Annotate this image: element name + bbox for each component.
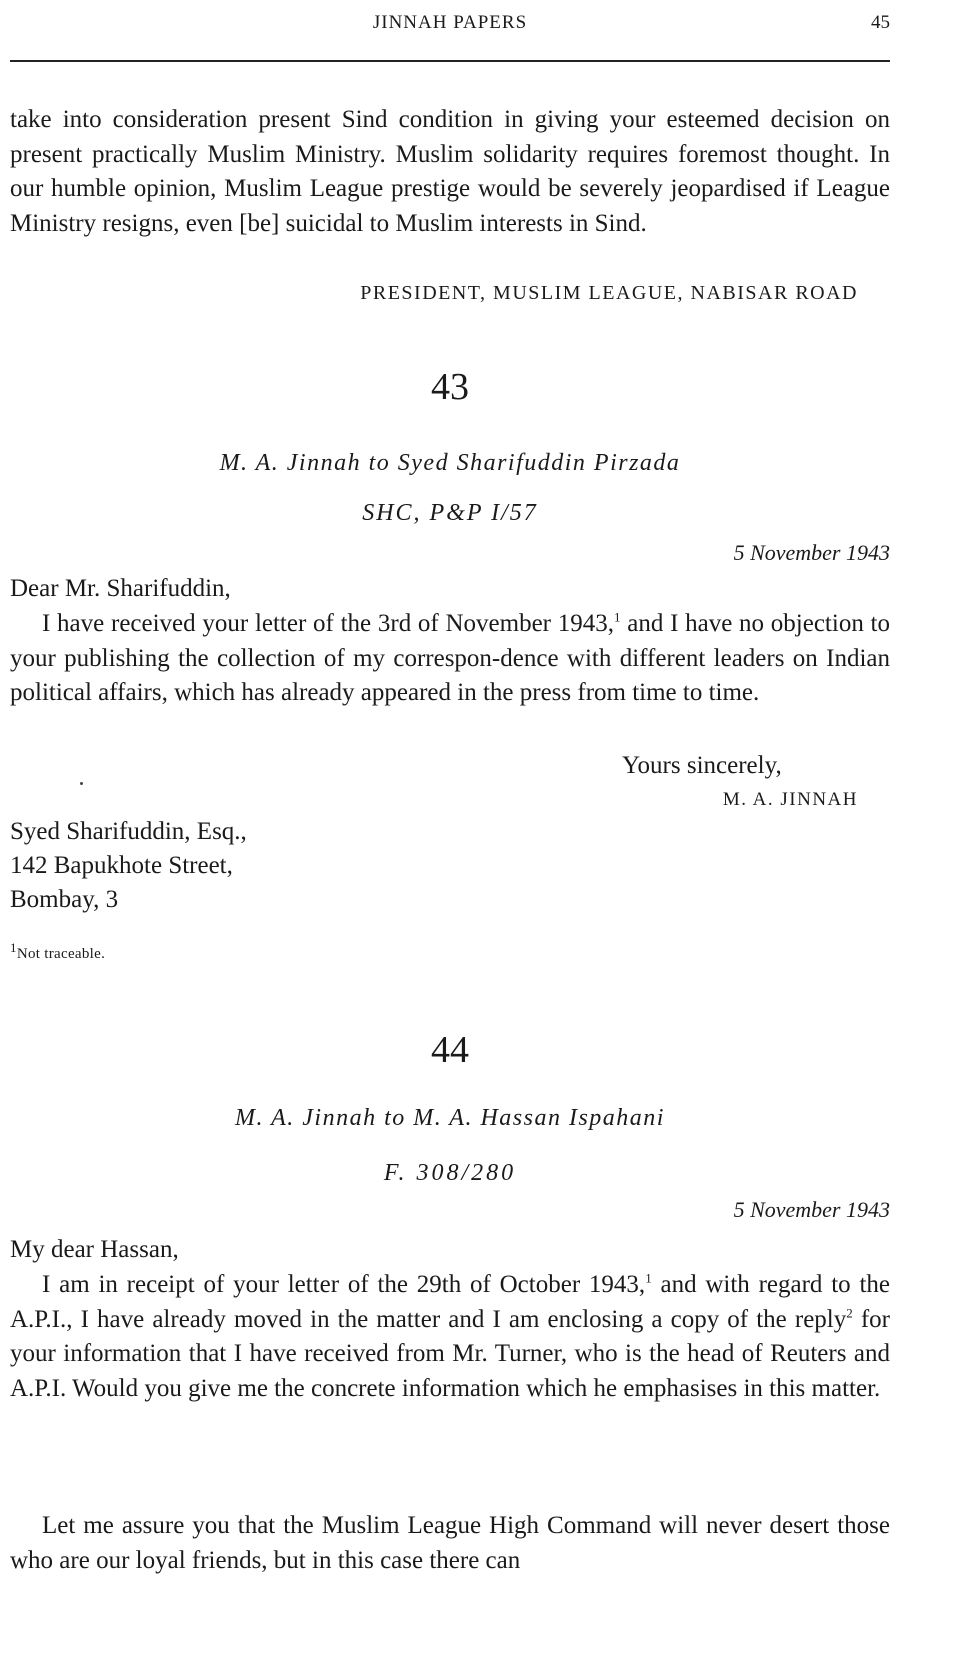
note-marker-44-1: 1: [645, 1270, 652, 1286]
note-marker-43: 1: [614, 609, 621, 625]
signature-43: M. A. JINNAH: [722, 789, 858, 810]
header-rule: [10, 60, 890, 62]
footnote-43: [10, 940, 106, 963]
prev-document-body: take into consideration present Sind condition in giving your esteemed decision on present practically Muslim Ministry. Muslim solidarity requires foremost thought. In our humble opinion, Muslim League prestige would be severely jeopardised if League Ministry resigns, even [be] suicidal to Muslim interests in Sind.: [10, 106, 890, 237]
document-number-44: 44: [431, 1029, 469, 1071]
salutation-43: Dear Mr. Sharifuddin,: [10, 575, 231, 602]
address-line-3: Bombay, 3: [10, 886, 119, 913]
document-date-43: 5 November 1943: [733, 540, 890, 565]
document-number-43: 43: [431, 366, 469, 408]
address-line-2: 142 Bapukhote Street,: [10, 852, 233, 879]
letter-44-p1-part3: for your information that I have received from Mr. Turner, who is the head of Reuters and A.P.I. Would you give me the concrete information which he emphasises in this matter.: [10, 1305, 890, 1402]
letter-44-p1-part2: and with regard to the A.P.I., I have already moved in the matter and I am enclosing a copy of the reply: [10, 1271, 890, 1333]
letter-body-43-part2: and I have no objection to your publishing the collection of my correspon-dence with different leaders on Indian political affairs, which has already appeared in the press from time to time.: [10, 610, 891, 706]
footnote-text-43: Not traceable.: [16, 946, 106, 962]
document-source-43: SHC, P&P I/57: [362, 500, 538, 526]
document-date-44: 5 November 1943: [733, 1197, 890, 1222]
letter-44-p1-part1: I am in receipt of your letter of the 29th of October 1943,: [42, 1271, 646, 1298]
salutation-44: My dear Hassan,: [10, 1236, 179, 1263]
document-source-44: F. 308/280: [383, 1160, 517, 1186]
footnote-marker-43: 1: [10, 940, 17, 955]
running-head: [10, 12, 890, 42]
note-marker-44-2: 2: [846, 1305, 853, 1321]
prev-document-signature: PRESIDENT, MUSLIM LEAGUE, NABISAR ROAD: [360, 282, 858, 304]
print-speck: [80, 782, 83, 785]
letter-body-44-paragraph-1: [10, 1268, 890, 1406]
letter-body-43: [10, 607, 890, 711]
document-heading-43: M. A. Jinnah to Syed Sharifuddin Pirzada: [219, 450, 681, 476]
document-heading-44: M. A. Jinnah to M. A. Hassan Ispahani: [235, 1105, 665, 1131]
address-line-1: Syed Sharifuddin, Esq.,: [10, 818, 247, 845]
page-number: 45: [871, 12, 890, 33]
closing-43: Yours sincerely,: [622, 752, 782, 779]
letter-body-44-paragraph-2: Let me assure you that the Muslim League High Command will never desert those who are our loyal friends, but in this case there can: [10, 1512, 890, 1574]
running-title: JINNAH PAPERS: [372, 12, 528, 33]
letter-body-43-part1: I have received your letter of the 3rd of November 1943,: [42, 610, 614, 637]
